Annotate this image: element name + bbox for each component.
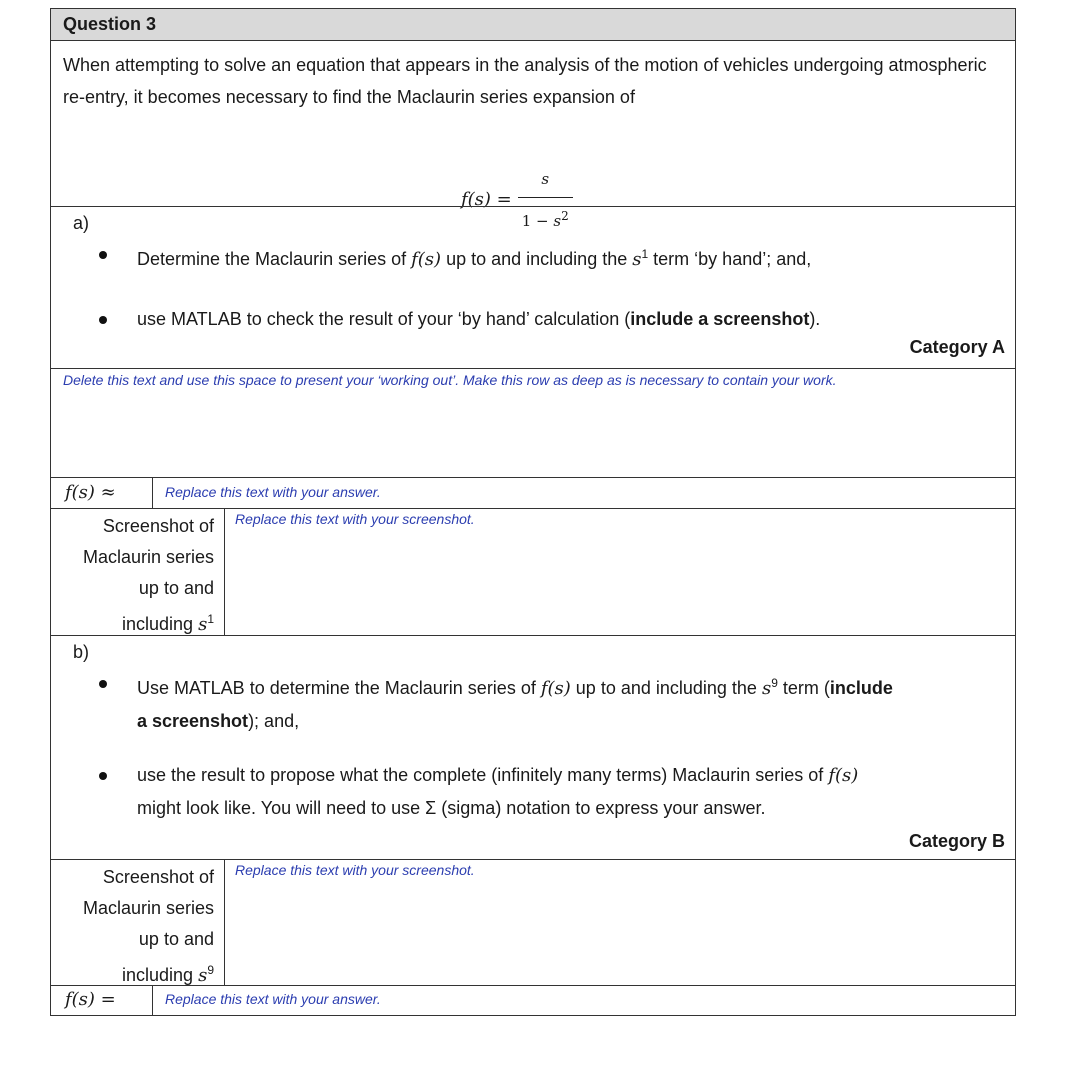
part-a-label: a)	[73, 213, 90, 233]
bullet-icon	[99, 316, 107, 324]
part-b-bullet-2: use the result to propose what the complete (infinitely many terms) Maclaurin series of f(s) might look like. You will need to use Σ (sigma) notation to express your answer.	[137, 765, 859, 818]
screenshot-b-label: Screenshot of Maclaurin series up to and including $s^9$	[51, 860, 225, 985]
part-a-cell	[51, 206, 1015, 368]
part-b-cell	[51, 635, 1015, 859]
answer-a-field[interactable]: Replace this text with your answer.	[165, 484, 381, 500]
screenshot-a-row	[51, 508, 1015, 635]
part-a-bullet-2: use MATLAB to check the result of your ‘by hand’ calculation (include a screenshot).	[137, 309, 821, 329]
answer-a-label: f(s) ≈	[51, 478, 153, 508]
answer-b-field[interactable]: Replace this text with your answer.	[165, 991, 381, 1007]
screenshot-b-field[interactable]: Replace this text with your screenshot.	[235, 862, 475, 878]
intro-text: When attempting to solve an equation that appears in the analysis of the motion of vehicles undergoing atmospheric re-entry, it becomes necessary to find the Maclaurin series expansion of	[63, 55, 987, 107]
bullet-icon	[99, 680, 107, 688]
formula-denominator: $1 - s^2$	[518, 197, 573, 237]
question-table	[50, 8, 1016, 1016]
question-title: Question 3	[51, 9, 1015, 40]
answer-b-row	[51, 985, 1015, 1015]
working-placeholder: Delete this text and use this space to present your ‘working out’. Make this row as deep as is necessary to contain your work.	[63, 372, 837, 388]
intro-cell	[51, 40, 1015, 230]
working-cell[interactable]	[51, 368, 1015, 477]
screenshot-b-row	[51, 859, 1015, 985]
part-a-bullet-1: Determine the Maclaurin series of f(s) up to and including the $s^1$ term ‘by hand’; and,	[137, 247, 812, 270]
screenshot-a-label: Screenshot of Maclaurin series up to and including $s^1$	[51, 509, 225, 635]
part-b-label: b)	[73, 642, 90, 662]
screenshot-a-field[interactable]: Replace this text with your screenshot.	[235, 511, 475, 527]
bullet-icon	[99, 772, 107, 780]
formula-numerator: s	[541, 170, 550, 188]
answer-a-row	[51, 477, 1015, 508]
answer-b-label: f(s) =	[51, 986, 153, 1015]
bullet-icon	[99, 251, 107, 259]
category-b-label: Category B	[908, 831, 1005, 851]
part-b-bullet-1: Use MATLAB to determine the Maclaurin series of f(s) up to and including the $s^9$ term (include a screenshot); and,	[137, 676, 893, 731]
formula-lhs: f(s) =	[461, 189, 512, 210]
category-a-label: Category A	[909, 337, 1005, 357]
